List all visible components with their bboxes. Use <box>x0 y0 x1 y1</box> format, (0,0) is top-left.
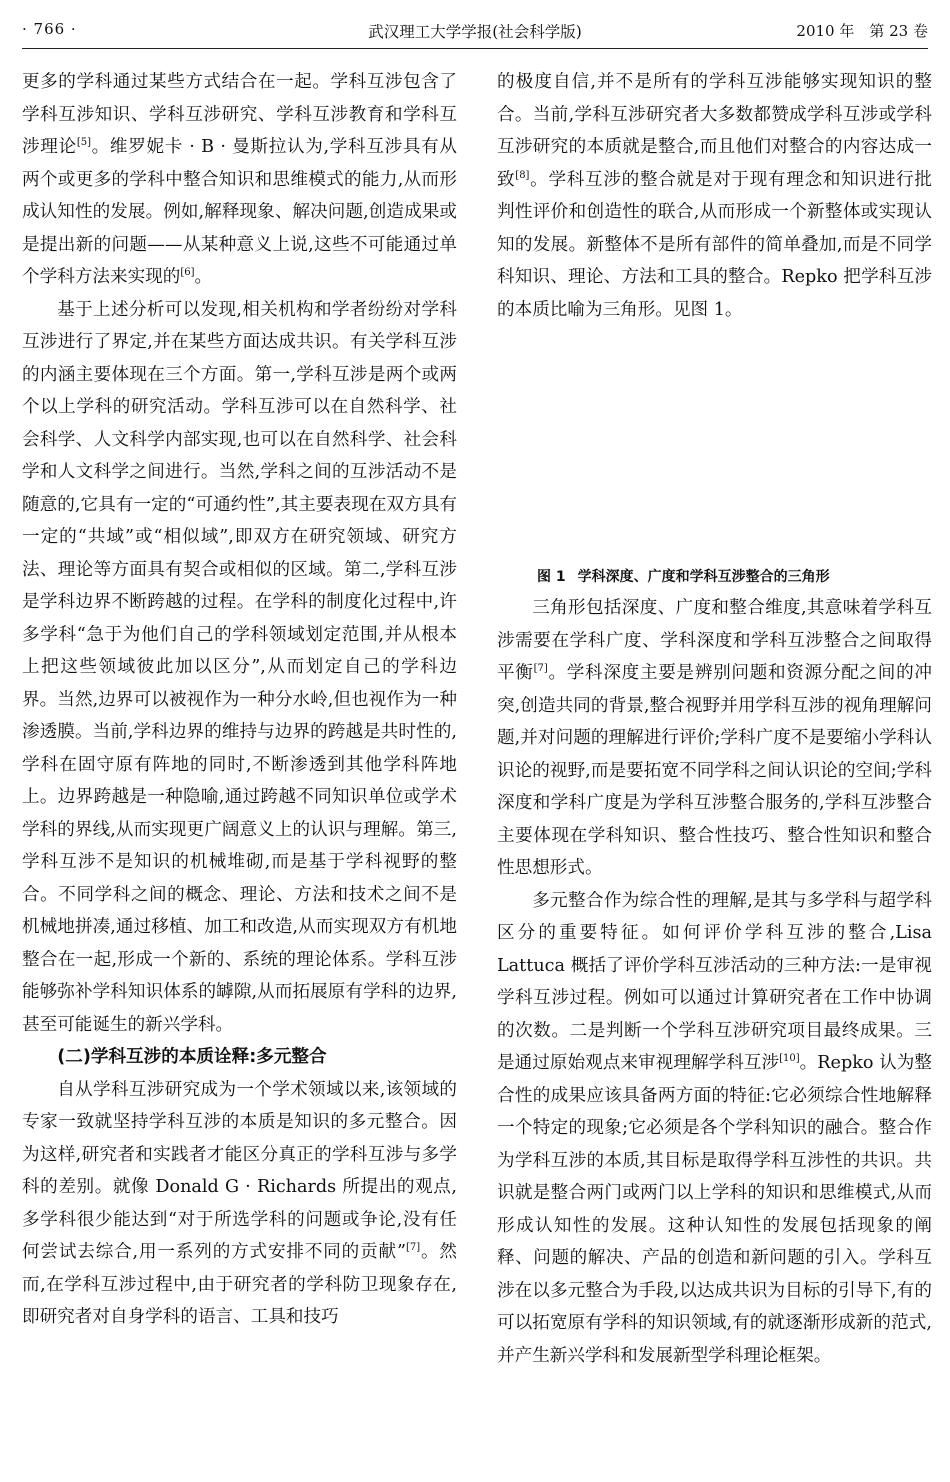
paragraph-text: 。维罗妮卡 · B · 曼斯拉认为,学科互涉具有从两个或更多的学科中整合知识和思维模式的能力,从而形成认知性的发展。例如,解释现象、解决问题,创造成果或是提出新的问题——从某种意义上说,这些不可能通过单个学科方法来实现的 <box>22 137 457 287</box>
paragraph <box>22 1074 457 1334</box>
right-column-bottom <box>497 592 932 1372</box>
paragraph <box>497 592 932 885</box>
citation: [7] <box>533 663 548 675</box>
citation: [6] <box>180 267 195 279</box>
citation: [10] <box>779 1053 800 1065</box>
journal-title: 武汉理工大学学报(社会科学版) <box>368 23 582 41</box>
figure-caption <box>537 566 830 586</box>
paragraph-text: 。然而,在学科互涉过程中,由于研究者的学科防卫现象存在,即研究者对自身学科的语言、工具和技巧 <box>22 1242 457 1327</box>
paragraph-text: 三角形包括深度、广度和整合维度,其意味着学科互涉需要在学科广度、学科深度和学科互涉整合之间取得平衡 <box>497 598 932 683</box>
citation: [7] <box>405 1242 421 1254</box>
right-column-top <box>497 66 932 326</box>
figure-placeholder <box>497 352 932 552</box>
paragraph-text: 的极度自信,并不是所有的学科互涉能够实现知识的整合。当前,学科互涉研究者大多数都赞成学科互涉或学科互涉研究的本质就是整合,而且他们对整合的内容达成一致 <box>497 72 932 190</box>
paragraph: 基于上述分析可以发现,相关机构和学者纷纷对学科互涉进行了界定,并在某些方面达成共识。有关学科互涉的内涵主要体现在三个方面。第一,学科互涉是两个或两个以上学科的研究活动。学科互涉可以在自然科学、社会科学、人文科学内部实现,也可以在自然科学、社会科学和人文科学之间进行。当然,学科之间的互涉活动不是随意的,它具有一定的“可通约性”,其主要表现在双方具有一定的“共域”或“相似域”,即双方在研究领域、研究方法、理论等方面具有契合或相似的区域。第二,学科互涉是学科边界不断跨越的过程。在学科的制度化过程中,许多学科“急于为他们自己的学科领域划定范围,并从根本上把这些领域彼此加以区分”,从而划定自己的学科边界。当然,边界可以被视作为一种分水岭,但也视作为一种渗透膜。当前,学科边界的维持与边界的跨越是共时性的,学科在固守原有阵地的同时,不断渗透到其他学科阵地上。边界跨越是一种隐喻,通过跨越不同知识单位或学术学科的界线,从而实现更广阔意义上的认识与理解。第三,学科互涉不是知识的机械堆砌,而是基于学科视野的整合。不同学科之间的概念、理论、方法和技术之间不是机械地拼凑,通过移植、加工和改造,从而实现双方有机地整合在一起,形成一个新的、系统的理论体系。学科互涉能够弥补学科知识体系的罅隙,从而拓展原有学科的边界,甚至可能诞生的新兴学科。 <box>22 299 457 1035</box>
section-heading: (二)学科互涉的本质诠释:多元整合 <box>57 1047 327 1067</box>
citation: [8] <box>515 169 530 181</box>
paragraph-text: 。学科互涉的整合就是对于现有理念和知识进行批判性评价和创造性的联合,从而形成一个新整体或实现认知的发展。新整体不是所有部件的简单叠加,而是不同学科知识、理论、方法和工具的整合。Repko 把学科互涉的本质比喻为三角形。见图 1。 <box>497 169 932 320</box>
paragraph-text: 自从学科互涉研究成为一个学术领域以来,该领域的专家一致就坚持学科互涉的本质是知识的多元整合。因为这样,研究者和实践者才能区分真正的学科互涉与多学科的差别。就像 Donald G · Richards 所提出的观点,多学科很少能达到“对于所选学科的问题或争论,没有任何尝试去综合,用一系列的方式安排不同的贡献” <box>22 1079 457 1262</box>
figure-number: 图 1 <box>537 569 566 585</box>
paragraph-text: 。Repko 认为整合性的成果应该具备两方面的特征:它必须综合性地解释一个特定的现象;它必须是各个学科知识的融合。整合作为学科互涉的本质,其目标是取得学科互涉性的共识。共识就是整合两门或两门以上学科的知识和思维模式,从而形成认知性的发展。这种认知性的发展包括现象的阐释、问题的解决、产品的创造和新问题的引入。学科互涉在以多元整合为手段,以达成共识为目标的引导下,有的可以拓宽原有学科的知识领域,有的就逐渐形成新的范式,并产生新兴学科和发展新型学科理论框架。 <box>497 1053 932 1366</box>
left-column <box>22 66 457 1334</box>
citation: [5] <box>76 137 91 149</box>
header-rule <box>22 48 928 49</box>
paragraph-text: 。 <box>194 267 213 287</box>
year-volume: 2010 年 第 23 卷 <box>796 22 928 40</box>
paragraph-text: 。学科深度主要是辨别问题和资源分配之间的冲突,创造共同的背景,整合视野并用学科互涉的视角理解问题,并对问题的理解进行评价;学科广度不是要缩小学科认识论的视野,而是要拓宽不同学科之间认识论的空间;学科深度和学科广度是为学科互涉整合服务的,学科互涉整合主要体现在学科知识、整合性技巧、整合性知识和整合性思想形式。 <box>497 663 932 878</box>
paragraph-text: 更多的学科通过某些方式结合在一起。学科互涉包含了学科互涉知识、学科互涉研究、学科互涉教育和学科互涉理论 <box>22 72 457 157</box>
paragraph <box>22 66 457 294</box>
figure-caption-text: 学科深度、广度和学科互涉整合的三角形 <box>577 569 830 585</box>
paragraph-text: 多元整合作为综合性的理解,是其与多学科与超学科区分的重要特征。如何评价学科互涉的整合,Lisa Lattuca 概括了评价学科互涉活动的三种方法:一是审视学科互涉过程。例如可以通过计算研究者在工作中协调的次数。二是判断一个学科互涉研究项目最终成果。三是通过原始观点来审视理解学科互涉 <box>497 890 932 1073</box>
paragraph <box>497 885 932 1373</box>
paragraph <box>497 66 932 326</box>
page-header <box>22 14 928 44</box>
page-number: · 766 · <box>22 20 77 38</box>
